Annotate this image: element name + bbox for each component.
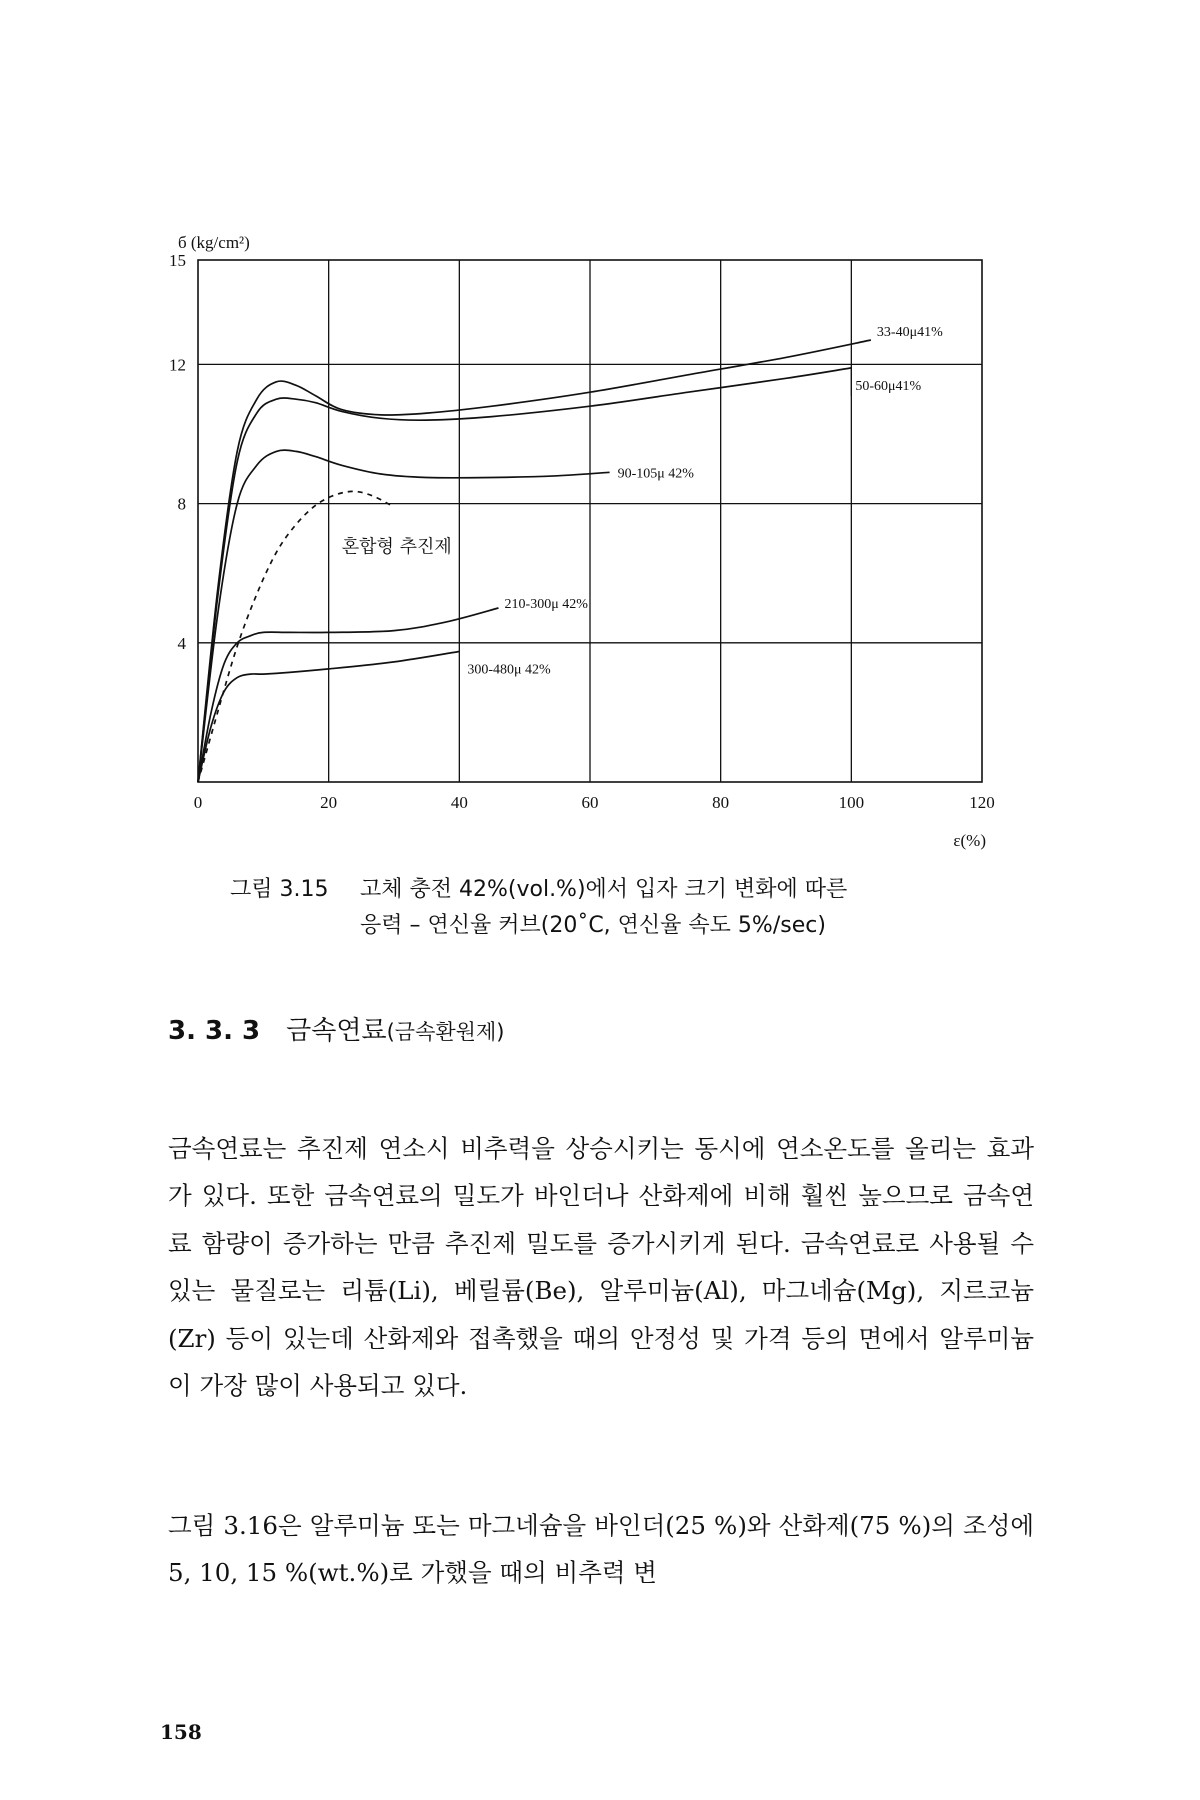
section-title: 금속연료	[286, 1016, 387, 1046]
section-subtitle: (금속환원제)	[386, 1020, 505, 1044]
stress-strain-chart	[150, 220, 1010, 850]
body-paragraph-2: 그림 3.16은 알루미늄 또는 마그네슘을 바인더(25 %)와 산화제(75 %)의 조성에 5, 10, 15 %(wt.%)로 가했을 때의 비추력 변	[168, 1510, 1034, 1587]
caption-line-2: 응력 – 연신율 커브(20˚C, 연신율 속도 5%/sec)	[360, 913, 826, 938]
series-label: 210-300μ 42%	[504, 597, 588, 612]
series-line	[198, 340, 871, 782]
series-line	[198, 491, 394, 782]
series-line	[198, 608, 499, 782]
series-label: 50-60μ41%	[855, 378, 922, 394]
series-line	[198, 368, 851, 782]
series-label: 33-40μ41%	[876, 325, 943, 341]
page-number: 158	[160, 1720, 202, 1744]
caption-number: 그림 3.15	[230, 877, 329, 902]
x-axis-label: ε(%)	[953, 831, 986, 850]
x-tick-label: 100	[838, 793, 865, 812]
y-tick-label: 4	[177, 633, 186, 653]
series-line	[198, 450, 610, 782]
section-number: 3. 3. 3	[168, 1016, 261, 1046]
body-paragraph-1: 금속연료는 추진제 연소시 비추력을 상승시키는 동시에 연소온도를 올리는 효과가 있다. 또한 금속연료의 밀도가 바인더나 산화제에 비해 훨씬 높으므로 금속연료 함량이 증가하는 만큼 추진제 밀도를 증가시키게 된다. 금속연료로 사용될 수 있는 물질로는 리튬(Li), 베릴륨(Be), 알루미늄(Al), 마그네슘(Mg), 지르코늄(Zr) 등이 있는데 산화제와 접촉했을 때의 안정성 및 가격 등의 면에서 알루미늄이 가장 많이 사용되고 있다.	[168, 1133, 1034, 1400]
section-heading	[168, 1010, 504, 1047]
x-tick-label: 60	[581, 793, 599, 812]
y-axis-label: б (kg/cm²)	[178, 233, 250, 252]
x-tick-label: 20	[320, 793, 338, 812]
x-tick-label: 120	[969, 793, 995, 812]
y-tick-label: 15	[169, 251, 186, 270]
x-tick-label: 0	[193, 793, 203, 812]
caption-line-1: 고체 충전 42%(vol.%)에서 입자 크기 변화에 따른	[360, 877, 848, 902]
stress-strain-figure	[150, 220, 1010, 850]
series-label: 300-480μ 42%	[467, 662, 551, 678]
y-tick-label: 8	[177, 494, 186, 514]
series-label: 혼합형 추진제	[341, 536, 452, 558]
figure-caption	[230, 872, 990, 944]
x-tick-label: 40	[450, 793, 468, 812]
x-tick-label: 80	[712, 793, 730, 812]
series-label: 90-105μ 42%	[617, 466, 694, 482]
y-tick-label: 12	[169, 355, 186, 375]
